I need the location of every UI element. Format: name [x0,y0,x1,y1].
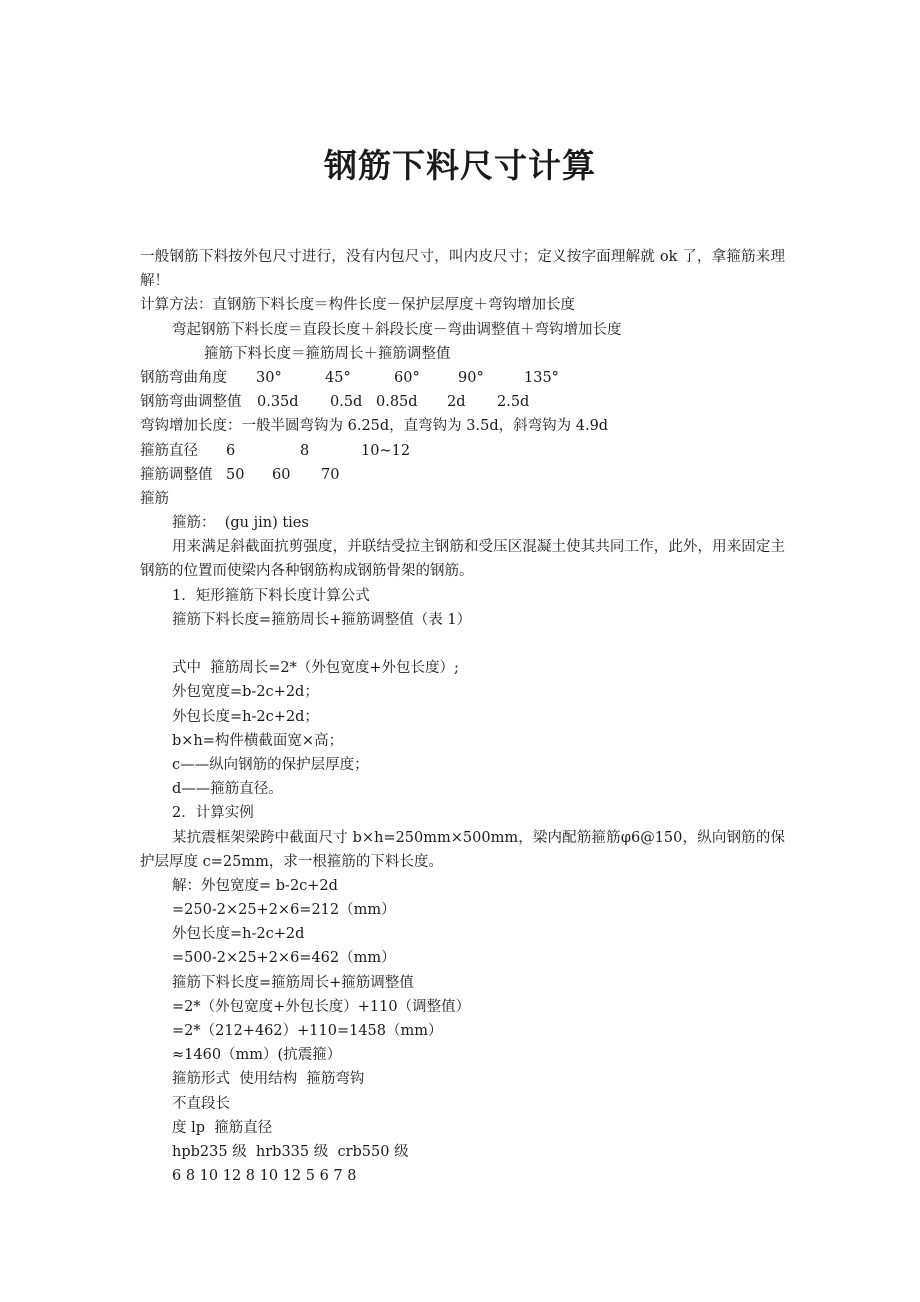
solution-line: =250-2×25+2×6=212（mm） [172,902,396,919]
table-values-line: 6 8 10 12 8 10 12 5 6 7 8 [172,1168,357,1185]
stirrup-term: 箍筋： (gu jin) ties [172,515,309,532]
stirrup-definition: 用来满足斜截面抗剪强度，并联结受拉主钢筋和受压区混凝土使其共同工作，此外，用来固定主钢筋的位置而使梁内各种钢筋构成钢筋骨架的钢筋。 [140,539,785,580]
bend-adjust-row [140,390,785,414]
stirrup-adjust-label: 箍筋调整值 [140,466,213,483]
stirrup-adjust-row [140,463,785,487]
blank-line [140,632,785,656]
bend-adjust-value: 2.5d [497,394,530,411]
intro-paragraph: 一般钢筋下料按外包尺寸进行，没有内包尺寸，叫内皮尺寸；定义按字面理解就 ok 了，拿箍筋来理解！ [140,249,785,290]
section-1-heading: 1．矩形箍筋下料长度计算公式 [172,587,370,604]
method-line-1: 计算方法：直钢筋下料长度＝构件长度－保护层厚度＋弯钩增加长度 [140,297,575,314]
bend-angle-value: 60° [394,369,420,386]
bend-angle-value: 45° [325,369,351,386]
solution-line: ≈1460（mm）(抗震箍） [172,1047,342,1064]
bend-adjust-value: 2d [447,394,466,411]
document-body [140,245,785,1188]
bend-angle-value: 90° [458,369,484,386]
solution-line: =2*（外包宽度+外包长度）+110（调整值） [172,998,471,1015]
bend-adjust-value: 0.35d [257,394,299,411]
section-1-width: 外包宽度=b-2c+2d； [172,684,319,701]
stirrup-diameter-value: 8 [300,442,310,459]
table-header-line: hpb235 级 hrb335 级 crb550 级 [172,1143,409,1160]
section-1-diameter: d——箍筋直径。 [172,781,283,798]
section-1-length: 外包长度=h-2c+2d； [172,708,319,725]
stirrup-adjust-value: 70 [321,466,340,483]
bend-angle-row [140,366,785,390]
bend-adjust-value: 0.5d [330,394,363,411]
solution-line: 箍筋下料长度=箍筋周长+箍筋调整值 [172,974,414,991]
bend-angle-value: 30° [256,369,282,386]
table-header-line: 箍筋形式 使用结构 箍筋弯钩 [172,1071,365,1088]
stirrup-diameter-row [140,439,785,463]
bend-angle-value: 135° [524,369,559,386]
bend-adjust-label: 钢筋弯曲调整值 [140,394,242,411]
stirrup-diameter-label: 箍筋直径 [140,442,198,459]
section-1-bh: b×h=构件横截面宽×高； [172,732,344,749]
solution-line: =500-2×25+2×6=462（mm） [172,950,396,967]
stirrup-diameter-value: 6 [226,442,236,459]
stirrup-heading: 箍筋 [140,490,169,507]
section-1-cover: c——纵向钢筋的保护层厚度； [172,756,369,773]
section-2-example: 某抗震框架梁跨中截面尺寸 b×h=250mm×500mm，梁内配筋箍筋φ6@150，纵向钢筋的保护层厚度 c=25mm，求一根箍筋的下料长度。 [140,829,785,870]
page-title: 钢筋下料尺寸计算 [324,146,596,185]
section-1-where: 式中 箍筋周长=2*（外包宽度+外包长度）; [172,660,459,677]
method-line-2: 弯起钢筋下料长度＝直段长度＋斜段长度－弯曲调整值＋弯钩增加长度 [172,321,622,338]
section-2-heading: 2．计算实例 [172,805,254,822]
table-header-line: 不直段长 [172,1095,230,1112]
hook-length-line: 弯钩增加长度：一般半圆弯钩为 6.25d，直弯钩为 3.5d，斜弯钩为 4.9d [140,418,609,435]
bend-adjust-value: 0.85d [376,394,418,411]
solution-line: 外包长度=h-2c+2d [172,926,305,943]
stirrup-adjust-value: 60 [272,466,291,483]
solution-line: =2*（212+462）+110=1458（mm） [172,1023,443,1040]
table-header-line: 度 lp 箍筋直径 [172,1119,273,1136]
stirrup-adjust-value: 50 [226,466,245,483]
solution-line: 解：外包宽度= b-2c+2d [172,877,338,894]
method-line-3: 箍筋下料长度＝箍筋周长＋箍筋调整值 [204,345,451,362]
section-1-formula: 箍筋下料长度=箍筋周长+箍筋调整值（表 1） [172,611,472,628]
stirrup-diameter-value: 10~12 [361,442,411,459]
bend-angle-label: 钢筋弯曲角度 [140,369,227,386]
